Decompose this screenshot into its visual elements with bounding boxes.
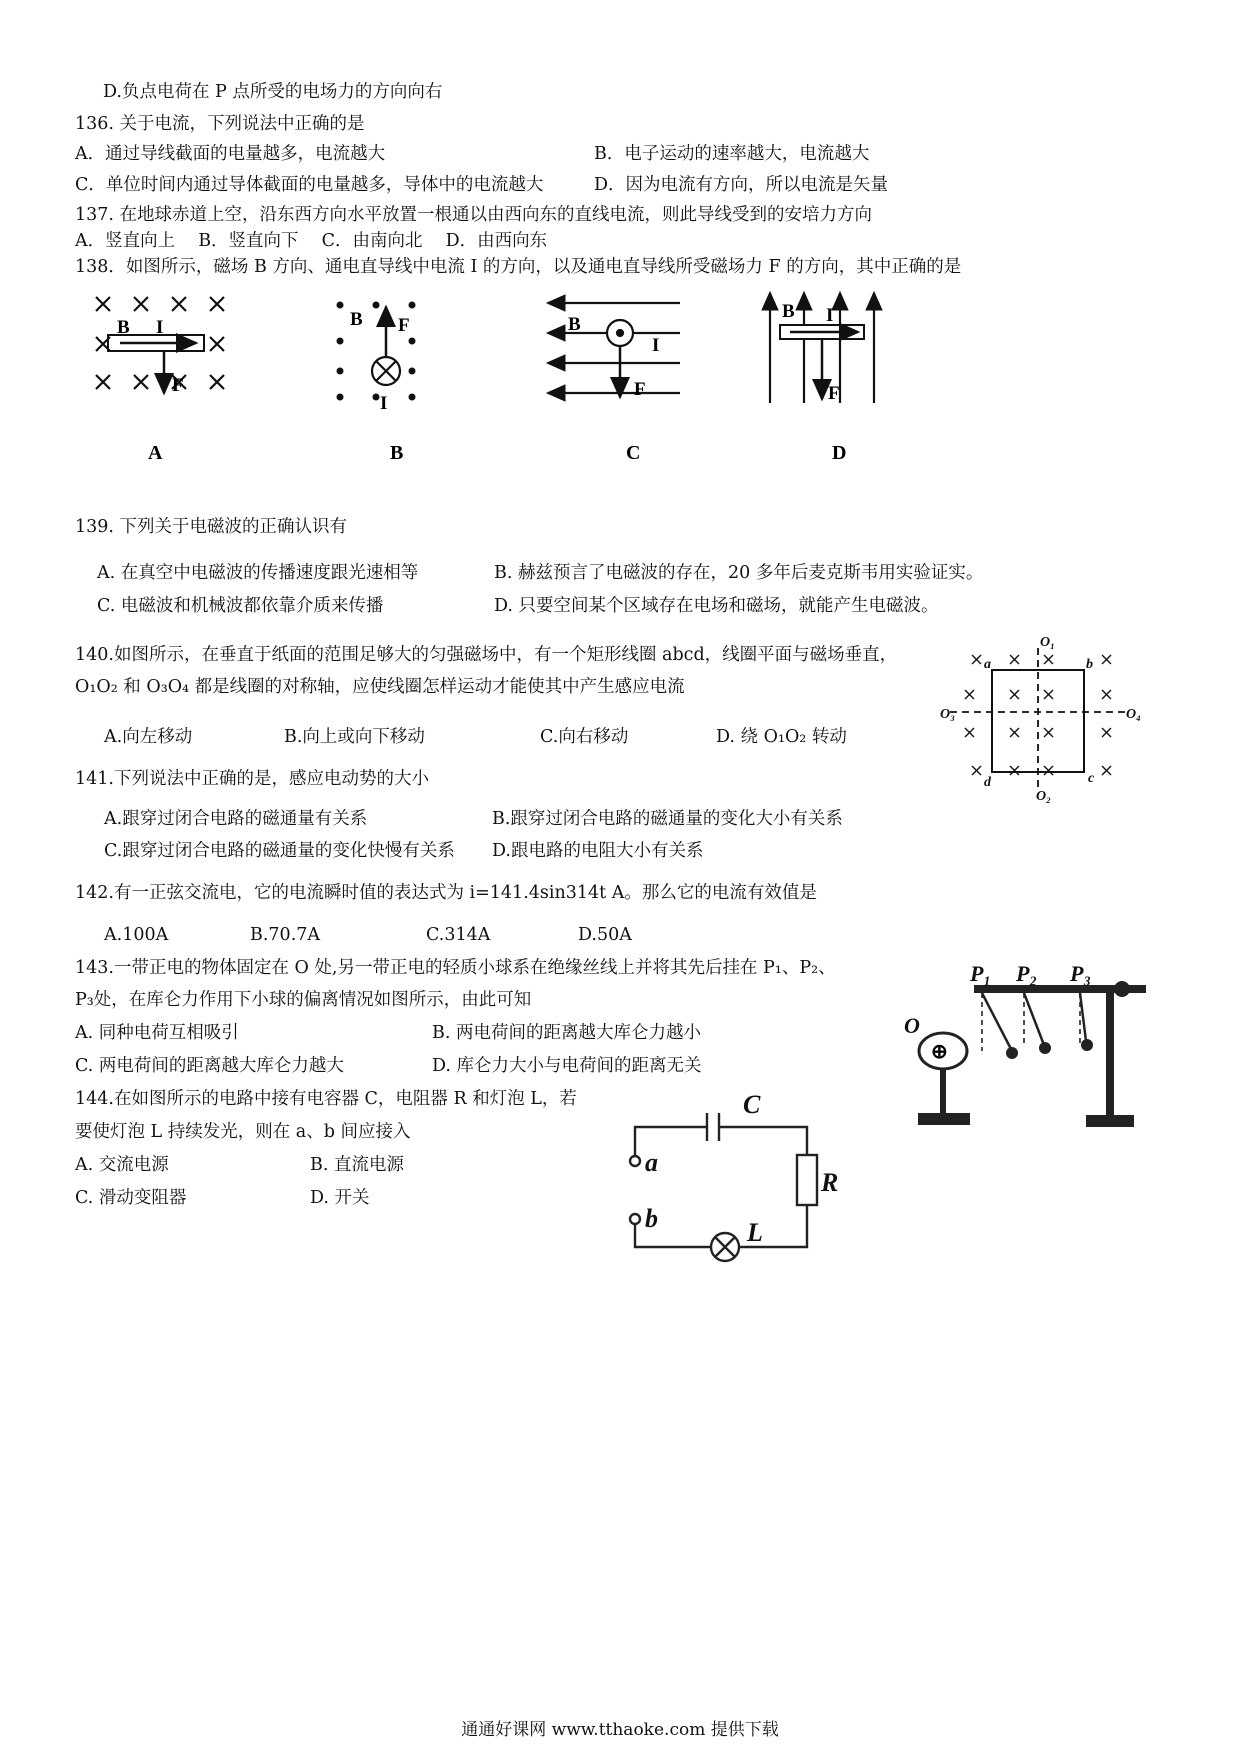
fig138c-F: F [634,379,646,400]
q144-option-c: C. 滑动变阻器 [75,1188,187,1208]
fig144-L: L [747,1218,763,1247]
q139-option-c: C. 电磁波和机械波都依靠介质来传播 [97,596,384,616]
fig144-b: b [645,1204,658,1233]
fig138c-B: B [568,314,581,335]
fig138-caption-d: D [832,442,847,464]
fig140-d: d [984,775,991,790]
fig138-caption-b: B [390,442,404,464]
fig140-O2: O₂ [1036,789,1051,804]
fig143-O: O [904,1013,920,1038]
q140-stem-line1: 140.如图所示，在垂直于纸面的范围足够大的匀强磁场中，有一个矩形线圈 abcd，线圈平面与磁场垂直， [75,645,898,665]
q135-option-d: D.负点电荷在 P 点所受的电场力的方向向右 [103,82,443,102]
q143-option-c: C. 两电荷间的距离越大库仑力越大 [75,1056,344,1076]
fig140-O3: O₃ [940,707,955,722]
q143-stem-line1: 143.一带正电的物体固定在 O 处,另一带正电的轻质小球系在绝缘丝线上并将其先后挂在 P₁、P₂、 [75,958,836,978]
q139-stem: 139. 下列关于电磁波的正确认识有 [75,517,348,537]
q141-stem: 141.下列说法中正确的是，感应电动势的大小 [75,769,429,789]
q139-option-a: A. 在真空中电磁波的传播速度跟光速相等 [97,563,419,583]
fig138d-F: F [828,383,840,404]
q143-option-d: D. 库仑力大小与电荷间的距离无关 [432,1056,702,1076]
fig140-b: b [1086,657,1093,672]
q140-option-b: B.向上或向下移动 [284,727,425,747]
figure-144-circuit [615,1085,839,1265]
q136-option-d: D．因为电流有方向，所以电流是矢量 [594,175,889,195]
q143-stem-line2: P₃处，在库仑力作用下小球的偏离情况如图所示，由此可知 [75,990,532,1010]
figure-140 [940,630,1141,804]
q142-option-d: D.50A [578,925,632,945]
fig138b-B: B [350,309,363,330]
fig138d-I: I [826,305,834,326]
fig140-O4: O₄ [1126,707,1141,722]
q139-option-b: B. 赫兹预言了电磁波的存在，20 多年后麦克斯韦用实验证实。 [494,563,984,583]
q144-stem-line1: 144.在如图所示的电路中接有电容器 C，电阻器 R 和灯泡 L，若 [75,1089,577,1109]
fig138a-B: B [117,317,130,338]
fig140-a: a [984,657,991,672]
fig143-P3: P₃ [1070,961,1092,986]
q141-option-b: B.跟穿过闭合电路的磁通量的变化大小有关系 [492,809,843,829]
fig138b-I: I [380,393,388,414]
fig138a-I: I [156,317,164,338]
fig144-a: a [645,1148,658,1177]
q142-option-c: C.314A [426,925,491,945]
q143-option-b: B. 两电荷间的距离越大库仑力越小 [432,1023,701,1043]
fig138c-I: I [652,335,660,356]
fig143-P1: P₁ [970,961,992,986]
page-footer: 通通好课网 www.tthaoke.com 提供下载 [461,1720,779,1740]
fig140-O1: O₁ [1040,635,1055,650]
figure-143 [900,955,1160,1135]
q143-option-a: A. 同种电荷互相吸引 [75,1023,239,1043]
q137-options: A．竖直向上 B．竖直向下 C．由南向北 D．由西向东 [75,231,548,251]
q141-option-a: A.跟穿过闭合电路的磁通量有关系 [104,809,368,829]
fig138-caption-a: A [148,442,163,464]
q136-option-c: C．单位时间内通过导体截面的电量越多，导体中的电流越大 [75,175,544,195]
fig140-c: c [1088,771,1095,786]
q136-option-a: A．通过导线截面的电量越多，电流越大 [75,144,386,164]
q144-option-d: D. 开关 [310,1188,370,1208]
figure-138 [80,285,1020,475]
fig138d-B: B [782,301,795,322]
q142-option-b: B.70.7A [250,925,321,945]
q142-stem: 142.有一正弦交流电，它的电流瞬时值的表达式为 i=141.4sin314t A。那么它的电流有效值是 [75,883,817,903]
q140-option-c: C.向右移动 [540,727,629,747]
fig138b-F: F [398,315,410,336]
figure-138a [96,297,224,393]
q144-option-b: B. 直流电源 [310,1155,404,1175]
fig138a-F: F [172,375,184,396]
q141-option-d: D.跟电路的电阻大小有关系 [492,841,704,861]
q139-option-d: D. 只要空间某个区域存在电场和磁场，就能产生电磁波。 [494,596,939,616]
q136-stem: 136. 关于电流，下列说法中正确的是 [75,114,365,134]
q141-option-c: C.跟穿过闭合电路的磁通量的变化快慢有关系 [104,841,455,861]
fig143-P2: P₂ [1016,961,1038,986]
q142-option-a: A.100A [104,925,169,945]
q136-option-b: B．电子运动的速率越大，电流越大 [594,144,870,164]
fig144-C: C [743,1090,761,1119]
q138-stem: 138．如图所示，磁场 B 方向、通电直导线中电流 I 的方向，以及通电直导线所受磁场力 F 的方向，其中正确的是 [75,257,962,277]
fig144-R: R [821,1168,839,1197]
q137-stem: 137. 在地球赤道上空，沿东西方向水平放置一根通以由西向东的直线电流，则此导线受到的安培力方向 [75,205,873,225]
q144-option-a: A. 交流电源 [75,1155,169,1175]
plus-sign-icon: ⊕ [931,1041,948,1063]
fig138-caption-c: C [626,442,641,464]
q144-stem-line2: 要使灯泡 L 持续发光，则在 a、b 间应接入 [75,1122,411,1142]
q140-option-d: D. 绕 O₁O₂ 转动 [716,727,847,747]
q140-option-a: A.向左移动 [104,727,193,747]
q140-stem-line2: O₁O₂ 和 O₃O₄ 都是线圈的对称轴，应使线圈怎样运动才能使其中产生感应电流 [75,677,685,697]
